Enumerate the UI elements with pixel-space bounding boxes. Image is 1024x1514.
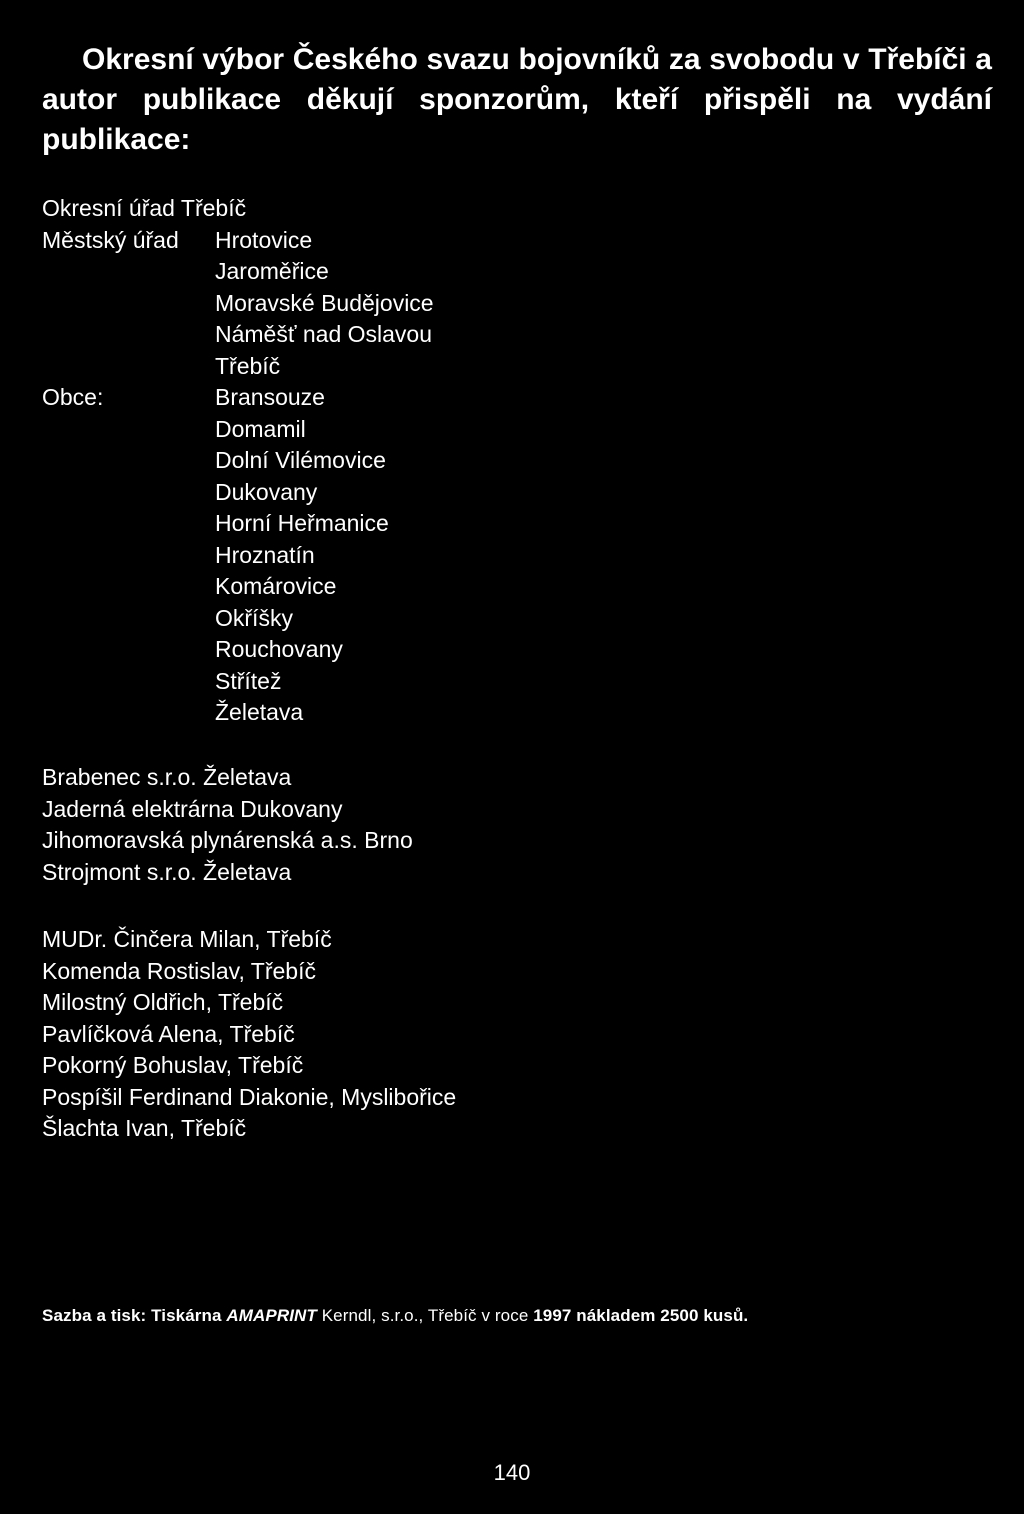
list-item (42, 256, 434, 288)
list-item (42, 351, 434, 383)
list-item (42, 288, 434, 320)
sponsor-companies-list (42, 762, 413, 888)
heading-text: Okresní výbor Českého svazu bojovníků za svobodu v Třebíči a autor publikace děkují sponzorům, kteří přispěli na vydání publikace: (42, 43, 992, 156)
obec-item: Dolní Vilémovice (215, 447, 386, 473)
obec-item: Rouchovany (215, 636, 343, 662)
list-item (42, 508, 434, 540)
obec-item: Komárovice (215, 573, 337, 599)
obec-item: Okříšky (215, 604, 293, 631)
mestsky-urad-item: Náměšť nad Oslavou (215, 321, 433, 347)
printer-brand: AMAPRINT (226, 1306, 317, 1325)
obec-item: Domamil (215, 415, 306, 442)
colophon-suffix: 1997 nákladem 2500 kusů. (533, 1306, 749, 1325)
list-item (42, 477, 434, 509)
list-item (42, 414, 434, 446)
list-item (42, 571, 434, 603)
obec-item: Horní Heřmanice (215, 510, 389, 536)
list-item (42, 603, 434, 635)
colophon-year-prefix: v roce (481, 1306, 529, 1325)
obec-item: Hroznatín (215, 541, 315, 568)
list-item (42, 319, 434, 351)
individual-item: Pospíšil Ferdinand Diakonie, Myslibořice (42, 1083, 457, 1110)
list-item (42, 666, 434, 698)
list-item (42, 382, 434, 414)
mestsky-urad-item: Moravské Budějovice (215, 289, 434, 316)
individual-item: MUDr. Činčera Milan, Třebíč (42, 926, 332, 952)
page-number: 140 (493, 1460, 531, 1485)
individual-item: Pavlíčková Alena, Třebíč (42, 1020, 295, 1047)
mestsky-urad-item: Třebíč (215, 352, 281, 379)
okresni-urad: Okresní úřad Třebíč (42, 195, 247, 221)
sponsor-individuals-list (42, 924, 456, 1145)
sponsor-authorities-list (42, 193, 434, 729)
company-item: Jaderná elektrárna Dukovany (42, 795, 343, 822)
obce-label: Obce: (42, 384, 104, 410)
print-colophon (42, 1306, 748, 1326)
list-item (42, 445, 434, 477)
obec-item: Střítež (215, 667, 282, 694)
company-item: Strojmont s.r.o. Želetava (42, 858, 292, 885)
obec-item: Dukovany (215, 478, 318, 505)
colophon-printer: Kerndl, s.r.o., Třebíč (321, 1306, 477, 1325)
list-item (42, 634, 434, 666)
list-item (42, 697, 434, 729)
individual-item: Komenda Rostislav, Třebíč (42, 957, 316, 984)
list-item (42, 540, 434, 572)
mestsky-urad-item: Jaroměřice (215, 258, 329, 284)
obec-item: Bransouze (215, 384, 325, 410)
mestsky-urad-label: Městský úřad (42, 226, 179, 253)
list-item (42, 225, 434, 257)
company-item: Jihomoravská plynárenská a.s. Brno (42, 827, 413, 853)
mestsky-urad-item: Hrotovice (215, 226, 313, 253)
obec-item: Želetava (215, 699, 304, 725)
list-item (42, 193, 434, 225)
colophon-prefix: Sazba a tisk: Tiskárna (42, 1306, 222, 1325)
individual-item: Šlachta Ivan, Třebíč (42, 1115, 247, 1141)
company-item: Brabenec s.r.o. Želetava (42, 764, 292, 790)
individual-item: Milostný Oldřich, Třebíč (42, 989, 284, 1015)
individual-item: Pokorný Bohuslav, Třebíč (42, 1052, 304, 1078)
acknowledgement-heading (42, 40, 992, 160)
